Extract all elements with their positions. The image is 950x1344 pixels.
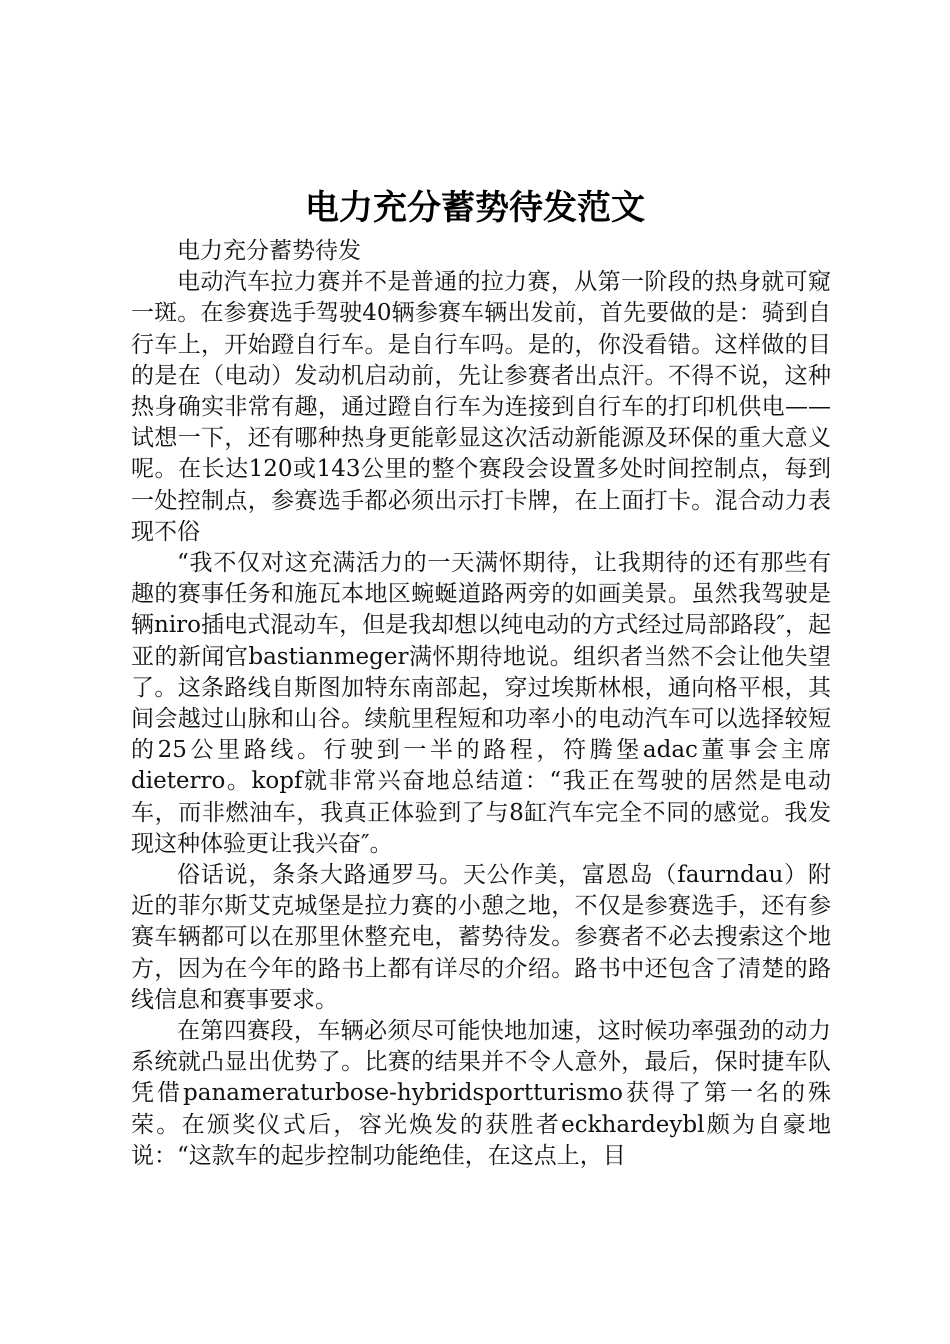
paragraph: 俗话说，条条大路通罗马。天公作美，富恩岛（faurndau）附近的菲尔斯艾克城堡是拉力赛的小憩之地，不仅是参赛选手，还有参赛车辆都可以在那里休整充电，蓄势待发。参赛者不必去搜索这个地方，因为在今年的路书上都有详尽的介绍。路书中还包含了清楚的路线信息和赛事要求。 bbox=[131, 862, 831, 1013]
document-body bbox=[131, 236, 831, 1172]
paragraph: “我不仅对这充满活力的一天满怀期待，让我期待的还有那些有趣的赛事任务和施瓦本地区蜿蜒道路两旁的如画美景。虽然我驾驶是辆niro插电式混动车，但是我却想以纯电动的方式经过局部路段″，起亚的新闻官bastianmeger满怀期待地说。组织者当然不会让他失望了。这条路线自斯图加特东南部起，穿过埃斯林根，通向格平根，其间会越过山脉和山谷。续航里程短和功率小的电动汽车可以选择较短的25公里路线。行驶到一半的路程，符腾堡adac董事会主席dieterro。kopf就非常兴奋地总结道：“我正在驾驶的居然是电动车，而非燃油车，我真正体验到了与8缸汽车完全不同的感觉。我发现这种体验更让我兴奋″。 bbox=[131, 550, 831, 857]
paragraph: 电动汽车拉力赛并不是普通的拉力赛，从第一阶段的热身就可窥一斑。在参赛选手驾驶40辆参赛车辆出发前，首先要做的是：骑到自行车上，开始蹬自行车。是自行车吗。是的，你没看错。这样做的目的是在（电动）发动机启动前，先让参赛者出点汗。不得不说，这种热身确实非常有趣，通过蹬自行车为连接到自行车的打印机供电——试想一下，还有哪种热身更能彰显这次活动新能源及环保的重大意义呢。在长达120或143公里的整个赛段会设置多处时间控制点，每到一处控制点，参赛选手都必须出示打卡牌，在上面打卡。混合动力表现不俗 bbox=[131, 269, 831, 545]
document-title: 电力充分蓄势待发范文 bbox=[305, 188, 645, 228]
paragraph-subtitle: 电力充分蓄势待发 bbox=[177, 238, 361, 264]
paragraph: 在第四赛段，车辆必须尽可能快地加速，这时候功率强劲的动力系统就凸显出优势了。比赛的结果并不令人意外，最后，保时捷车队凭借panameraturbose-hybridsportturismo获得了第一名的殊荣。在颁奖仪式后，容光焕发的获胜者eckhardeybl颇为自豪地说：“这款车的起步控制功能绝佳，在这点上，目 bbox=[131, 1018, 831, 1169]
